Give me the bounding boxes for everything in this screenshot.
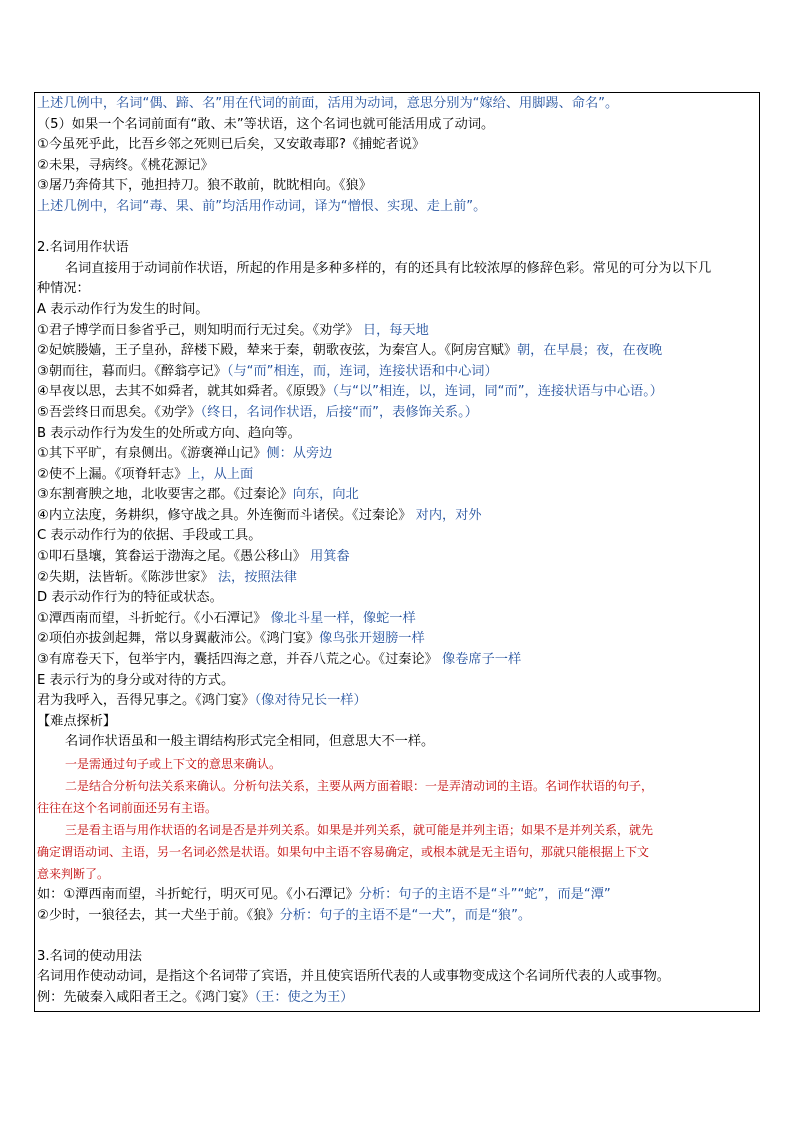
section-3-example: 例：先破秦入咸阳者王之。《鸿门宴》（王：使之为王） [37,989,354,1005]
spacer [37,926,757,947]
example-line: ①今虽死乎此，比吾乡邻之死则已后矣，又安敢毒耶?《捕蛇者说》 [37,137,426,153]
section-3-heading: 3.名词的使动用法 [37,948,142,964]
annotation: （终日，名词作状语，后接“而”，表修饰关系。） [200,404,478,420]
example-line: ②未果，寻病终。《桃花源记》 [37,157,214,173]
example-item: ①君子博学而日参省乎己，则知明而行无过矣。《劝学》 日，每天地 [37,322,429,338]
example-item: ①叩石垦壤，箕畚运于渤海之尾。《愚公移山》 用箕畚 [37,549,350,565]
annotation: 像鸟张开翅膀一样 [319,631,425,647]
annotation: （与“以”相连，以，连词，同“而”，连接状语与中心语。） [332,384,663,400]
annotation: （王：使之为王） [254,989,354,1005]
difficulty-intro: 名词作状语虽和一般主谓结构形式完全相同，但意思大不一样。 [65,734,435,750]
category-a-title: A 表示动作行为发生的时间。 [37,301,209,317]
example-item: ①潭西南而望，斗折蛇行。《小石潭记》 像北斗星一样，像蛇一样 [37,610,416,626]
annotation: 侧：从旁边 [266,446,333,462]
example-item: ②失期，法皆斩。《陈涉世家》 法，按照法律 [37,569,297,585]
category-e-title: E 表示行为的身分或对待的方式。 [37,672,235,688]
example-item: ④早夜以思，去其不如舜者，就其如舜者。《原毁》（与“以”相连，以，连词，同“而”，连接状语与中心语。） [37,384,663,400]
rule-5: （5）如果一个名词前面有“敢、未”等状语，这个名词也就可能活用成了动词。 [37,116,495,132]
example-item: ③东割膏腴之地，北收要害之郡。《过秦论》向东，向北 [37,487,359,503]
annotation: 上，从上面 [187,466,254,482]
example-item: ②使不上漏。《项脊轩志》上，从上面 [37,466,254,482]
category-b-title: B 表示动作行为发生的处所或方向、趋向等。 [37,425,301,441]
analysis-example: ②少时，一狼径去，其一犬坐于前。《狼》分析：句子的主语不是“一犬”，而是“狼”。 [37,907,532,923]
annotation: 向东，向北 [292,487,359,503]
annotation: （与“而”相连，而，连词，连接状语和中心词） [226,363,498,379]
section-2-heading: 2.名词用作状语 [37,240,129,256]
category-c-title: C 表示动作行为的依据、手段或工具。 [37,528,262,544]
analysis-note: 分析：句子的主语不是“斗”“蛇”，而是“潭” [358,887,611,902]
point-3: 三是看主语与用作状语的名词是否是并列关系。如果是并列关系，就可能是并列主语；如果不是并列关系，就先 [65,823,654,837]
point-1: 一是需通过句子或上下文的意思来确认。 [65,757,282,771]
difficulty-points [37,753,757,885]
annotation: 法，按照法律 [213,569,297,585]
annotation: （像对待兄长一样） [254,693,367,709]
point-2: 二是结合分析句法关系来确认。分析句法关系，主要从两方面着眼：一是弄清动词的主语。名词作状语的句子， [65,779,654,793]
example-item: ⑤吾尝终日而思矣。《劝学》（终日，名词作状语，后接“而”，表修饰关系。） [37,404,478,420]
example-item: ①其下平旷，有泉侧出。《游褒禅山记》侧：从旁边 [37,446,333,462]
document-content [37,94,757,1009]
point-2-cont: 往往在这个名词前面还另有主语。 [37,801,218,815]
example-line: ③屠乃奔倚其下，弛担持刀。狼不敢前，眈眈相向。《狼》 [37,178,372,194]
category-d-title: D 表示动作行为的特征或状态。 [37,590,223,606]
example-item: ②项伯亦拔剑起舞，常以身翼蔽沛公。《鸿门宴》像鸟张开翅膀一样 [37,631,425,647]
example-item: ②妃嫔媵嫱，王子皇孙，辞楼下殿，辇来于秦，朝歌夜弦，为秦宫人。《阿房宫赋》朝，在早晨；夜，在夜晚 [37,343,663,359]
point-3-end: 意来判断了。 [37,867,110,881]
annotation: 像卷席子一样 [437,652,522,668]
annotation: 对内，对外 [411,507,482,523]
annotation: 像北斗星一样，像蛇一样 [266,610,416,626]
spacer [37,218,757,239]
difficulty-title: 【难点探析】 [37,713,117,729]
summary-line-2: 上述几例中，名词“毒、果、前”均活用作动词，译为“憎恨、实现、走上前”。 [37,198,487,214]
point-3-cont: 确定谓语动词、主语，另一名词必然是状语。如果句中主语不容易确定，或根本就是无主语句，那就只能根据上下文 [37,845,650,859]
section-3-desc: 名词用作使动动词，是指这个名词带了宾语，并且使宾语所代表的人或事物变成这个名词所代表的人或事物。 [37,969,670,985]
analysis-note: 分析：句子的主语不是“一犬”，而是“狼”。 [279,907,532,923]
example-item: 君为我呼入，吾得兄事之。《鸿门宴》（像对待兄长一样） [37,693,367,709]
section-2-intro-cont: 种情况： [37,281,90,297]
example-item: ③朝而往，暮而归。《醉翁亭记》（与“而”相连，而，连词，连接状语和中心词） [37,363,498,379]
analysis-example: 如：①潭西南而望，斗折蛇行，明灭可见。《小石潭记》分析：句子的主语不是“斗”“蛇”，而是“潭” [37,887,611,902]
example-item: ③有席卷天下，包举宇内，囊括四海之意，并吞八荒之心。《过秦论》 像卷席子一样 [37,652,522,668]
annotation: 朝，在早晨；夜，在夜晚 [516,343,663,359]
example-item: ④内立法度，务耕织，修守战之具。外连衡而斗诸侯。《过秦论》 对内，对外 [37,507,482,523]
section-2-intro: 名词直接用于动词前作状语，所起的作用是多种多样的，有的还具有比较浓厚的修辞色彩。常见的可分为以下几 [65,260,712,276]
annotation: 用箕畚 [305,549,350,565]
summary-line-1: 上述几例中，名词“偶、蹄、名”用在代词的前面，活用为动词，意思分别为“嫁给、用脚踢、命名”。 [37,96,619,111]
annotation: 日，每天地 [358,322,429,338]
